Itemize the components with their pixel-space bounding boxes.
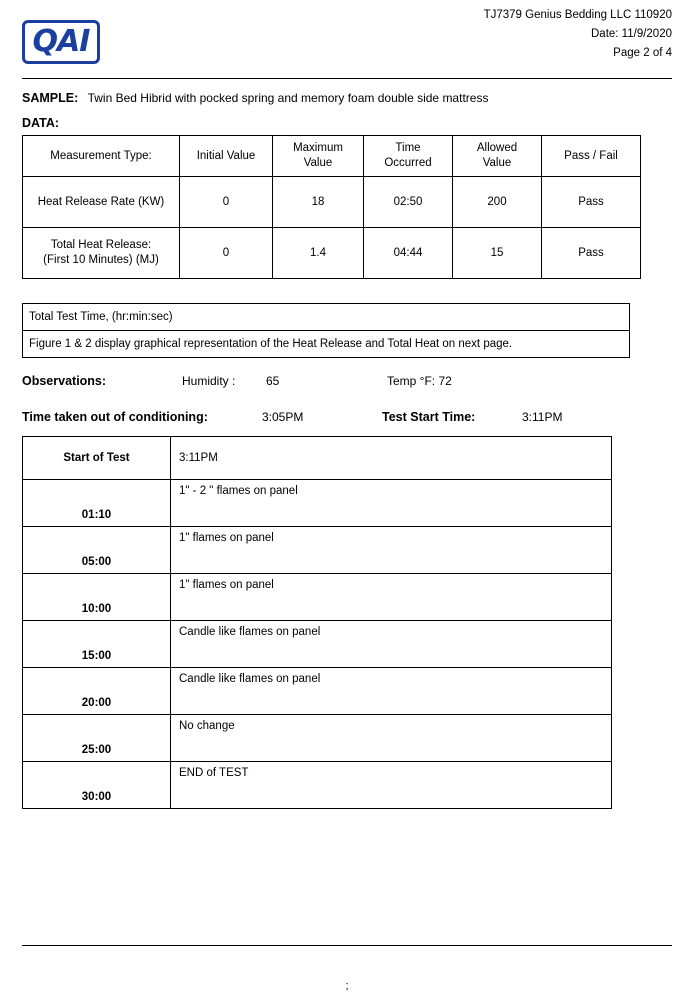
footer-divider: [22, 945, 672, 946]
cell-maximum-value: 18: [273, 177, 364, 228]
timeline-time: 01:10: [23, 480, 171, 527]
cell-measurement-type: Heat Release Rate (KW): [23, 177, 180, 228]
timeline-time: 30:00: [23, 762, 171, 809]
table-row: [23, 668, 612, 715]
col-pass-fail: Pass / Fail: [542, 136, 641, 177]
col-maximum-value: [273, 136, 364, 177]
col-time-occurred-l2: Occurred: [384, 157, 432, 169]
table-row: [23, 527, 612, 574]
sample-line: [22, 91, 672, 105]
notes-box: [22, 303, 630, 358]
sample-value: Twin Bed Hibrid with pocked spring and memory foam double side mattress: [87, 91, 489, 105]
col-time-occurred: [364, 136, 453, 177]
cell-pass-fail: Pass: [542, 228, 641, 279]
table-row: [23, 228, 641, 279]
table-row: [23, 621, 612, 668]
cell-allowed-value: 15: [453, 228, 542, 279]
observations-label: Observations:: [22, 374, 107, 388]
table-row: [23, 437, 612, 480]
header-date-line: Date: 11/9/2020: [591, 28, 672, 40]
col-time-occurred-l1: Time: [395, 142, 421, 154]
timeline-time: 10:00: [23, 574, 171, 621]
cell-measurement-type-l1: Total Heat Release:: [50, 239, 152, 251]
table-row: [23, 762, 612, 809]
observations-line: [22, 374, 672, 392]
col-allowed-value-l2: Value: [482, 157, 512, 169]
timeline-description: Candle like flames on panel: [171, 668, 612, 715]
observation-timeline-table: [22, 436, 612, 809]
col-allowed-value-l1: Allowed: [476, 142, 518, 154]
timeline-time: 15:00: [23, 621, 171, 668]
cell-allowed-value: 200: [453, 177, 542, 228]
cell-pass-fail: Pass: [542, 177, 641, 228]
page-header: [22, 0, 672, 72]
cell-initial-value: 0: [180, 177, 273, 228]
col-maximum-value-l1: Maximum: [293, 142, 343, 154]
test-start-time-value: 3:11PM: [522, 410, 563, 424]
header-page-line: Page 2 of 4: [613, 47, 672, 59]
conditioning-value: 3:05PM: [262, 410, 304, 424]
timeline-time: 05:00: [23, 527, 171, 574]
table-row: [23, 574, 612, 621]
timeline-time: 20:00: [23, 668, 171, 715]
note-total-test-time: Total Test Time, (hr:min:sec): [29, 311, 173, 323]
header-title-line: TJ7379 Genius Bedding LLC 110920: [483, 9, 672, 21]
qai-logo: [22, 20, 100, 64]
timeline-description: Candle like flames on panel: [171, 621, 612, 668]
test-start-time-label: Test Start Time:: [382, 410, 476, 424]
header-divider: [22, 78, 672, 79]
timeline-description: No change: [171, 715, 612, 762]
timeline-time: 25:00: [23, 715, 171, 762]
humidity-value: 65: [266, 374, 280, 388]
cell-maximum-value: 1.4: [273, 228, 364, 279]
footer-mark: ;: [345, 980, 349, 992]
conditioning-line: [22, 410, 672, 428]
timeline-description: 3:11PM: [171, 437, 612, 480]
timeline-time: Start of Test: [23, 437, 171, 480]
col-allowed-value: [453, 136, 542, 177]
cell-measurement-type: [23, 228, 180, 279]
sample-label: SAMPLE:: [22, 91, 79, 105]
cell-time-occurred: 04:44: [364, 228, 453, 279]
logo-text: QAI: [32, 24, 90, 59]
cell-time-occurred: 02:50: [364, 177, 453, 228]
timeline-description: END of TEST: [171, 762, 612, 809]
col-measurement-type: Measurement Type:: [23, 136, 180, 177]
timeline-description: 1" flames on panel: [171, 574, 612, 621]
header-meta: [484, 6, 672, 63]
results-table: [22, 135, 641, 279]
temperature-value: Temp °F: 72: [387, 374, 452, 388]
cell-initial-value: 0: [180, 228, 273, 279]
table-row: [23, 480, 612, 527]
table-row: [23, 715, 612, 762]
humidity-label: Humidity :: [182, 374, 236, 388]
conditioning-label: Time taken out of conditioning:: [22, 410, 208, 424]
results-header-row: [23, 136, 641, 177]
timeline-description: 1" - 2 " flames on panel: [171, 480, 612, 527]
col-maximum-value-l2: Value: [303, 157, 333, 169]
note-figures: Figure 1 & 2 display graphical representation of the Heat Release and Total Heat on next page.: [23, 330, 629, 357]
col-initial-value: Initial Value: [180, 136, 273, 177]
cell-measurement-type-l2: (First 10 Minutes) (MJ): [43, 254, 159, 266]
timeline-description: 1" flames on panel: [171, 527, 612, 574]
table-row: [23, 177, 641, 228]
data-label: DATA:: [22, 116, 60, 130]
